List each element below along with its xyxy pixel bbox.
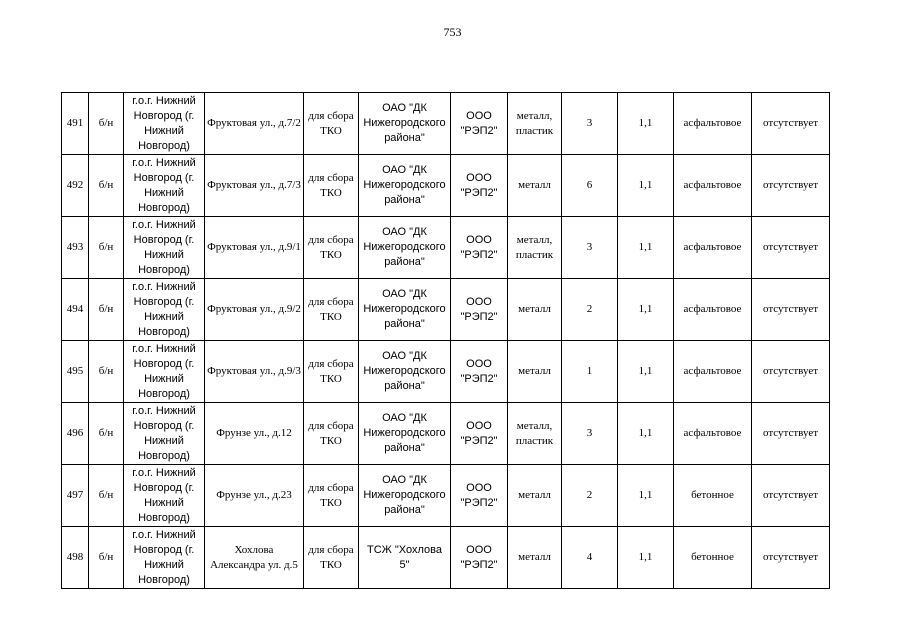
material-cell: металл — [508, 155, 562, 217]
owner-cell: ОАО "ДК Нижегородского района" — [359, 465, 451, 527]
no-number-cell: б/н — [89, 403, 124, 465]
container-volume-cell: 1,1 — [618, 93, 674, 155]
no-number-cell: б/н — [89, 465, 124, 527]
row-number-cell: 493 — [62, 217, 89, 279]
page-number: 753 — [443, 25, 462, 39]
no-number-cell: б/н — [89, 217, 124, 279]
owner-cell: ОАО "ДК Нижегородского района" — [359, 93, 451, 155]
table-row — [62, 93, 830, 155]
address-cell: Фрунзе ул., д.23 — [205, 465, 304, 527]
fence-cell: отсутствует — [752, 527, 830, 589]
address-cell: Фруктовая ул., д.9/1 — [205, 217, 304, 279]
table-body — [62, 93, 830, 589]
container-count-cell: 3 — [562, 403, 618, 465]
address-cell: Фруктовая ул., д.9/2 — [205, 279, 304, 341]
owner-cell: ОАО "ДК Нижегородского района" — [359, 341, 451, 403]
fence-cell: отсутствует — [752, 93, 830, 155]
fence-cell: отсутствует — [752, 155, 830, 217]
container-count-cell: 4 — [562, 527, 618, 589]
owner-cell: ТСЖ "Хохлова 5" — [359, 527, 451, 589]
surface-cell: асфальтовое — [674, 403, 752, 465]
fence-cell: отсутствует — [752, 403, 830, 465]
container-count-cell: 6 — [562, 155, 618, 217]
purpose-cell: для сбора ТКО — [304, 217, 359, 279]
material-cell: металл, пластик — [508, 403, 562, 465]
container-volume-cell: 1,1 — [618, 217, 674, 279]
settlement-cell: г.о.г. Нижний Новгород (г. Нижний Новгород) — [124, 155, 205, 217]
container-volume-cell: 1,1 — [618, 341, 674, 403]
no-number-cell: б/н — [89, 93, 124, 155]
operator-cell: ООО "РЭП2" — [451, 465, 508, 527]
no-number-cell: б/н — [89, 527, 124, 589]
owner-cell: ОАО "ДК Нижегородского района" — [359, 155, 451, 217]
table-row — [62, 527, 830, 589]
settlement-cell: г.о.г. Нижний Новгород (г. Нижний Новгород) — [124, 279, 205, 341]
container-count-cell: 3 — [562, 93, 618, 155]
material-cell: металл — [508, 527, 562, 589]
owner-cell: ОАО "ДК Нижегородского района" — [359, 217, 451, 279]
settlement-cell: г.о.г. Нижний Новгород (г. Нижний Новгород) — [124, 403, 205, 465]
row-number-cell: 491 — [62, 93, 89, 155]
purpose-cell: для сбора ТКО — [304, 465, 359, 527]
purpose-cell: для сбора ТКО — [304, 527, 359, 589]
purpose-cell: для сбора ТКО — [304, 403, 359, 465]
surface-cell: асфальтовое — [674, 155, 752, 217]
settlement-cell: г.о.г. Нижний Новгород (г. Нижний Новгород) — [124, 93, 205, 155]
no-number-cell: б/н — [89, 155, 124, 217]
surface-cell: асфальтовое — [674, 217, 752, 279]
settlement-cell: г.о.г. Нижний Новгород (г. Нижний Новгород) — [124, 527, 205, 589]
table-row — [62, 279, 830, 341]
surface-cell: асфальтовое — [674, 93, 752, 155]
material-cell: металл, пластик — [508, 217, 562, 279]
address-cell: Фруктовая ул., д.9/3 — [205, 341, 304, 403]
operator-cell: ООО "РЭП2" — [451, 279, 508, 341]
material-cell: металл — [508, 279, 562, 341]
row-number-cell: 495 — [62, 341, 89, 403]
container-count-cell: 1 — [562, 341, 618, 403]
material-cell: металл, пластик — [508, 93, 562, 155]
container-count-cell: 2 — [562, 279, 618, 341]
row-number-cell: 496 — [62, 403, 89, 465]
table-row — [62, 217, 830, 279]
container-volume-cell: 1,1 — [618, 403, 674, 465]
operator-cell: ООО "РЭП2" — [451, 527, 508, 589]
surface-cell: бетонное — [674, 527, 752, 589]
surface-cell: асфальтовое — [674, 341, 752, 403]
address-cell: Фрунзе ул., д.12 — [205, 403, 304, 465]
table-row — [62, 341, 830, 403]
settlement-cell: г.о.г. Нижний Новгород (г. Нижний Новгород) — [124, 465, 205, 527]
address-cell: Фруктовая ул., д.7/3 — [205, 155, 304, 217]
purpose-cell: для сбора ТКО — [304, 155, 359, 217]
fence-cell: отсутствует — [752, 465, 830, 527]
container-volume-cell: 1,1 — [618, 279, 674, 341]
address-cell: Хохлова Александра ул. д.5 — [205, 527, 304, 589]
sites-table — [61, 92, 830, 589]
operator-cell: ООО "РЭП2" — [451, 155, 508, 217]
surface-cell: асфальтовое — [674, 279, 752, 341]
container-count-cell: 3 — [562, 217, 618, 279]
table-row — [62, 465, 830, 527]
row-number-cell: 494 — [62, 279, 89, 341]
settlement-cell: г.о.г. Нижний Новгород (г. Нижний Новгород) — [124, 341, 205, 403]
row-number-cell: 497 — [62, 465, 89, 527]
purpose-cell: для сбора ТКО — [304, 279, 359, 341]
settlement-cell: г.о.г. Нижний Новгород (г. Нижний Новгород) — [124, 217, 205, 279]
operator-cell: ООО "РЭП2" — [451, 341, 508, 403]
fence-cell: отсутствует — [752, 279, 830, 341]
table-row — [62, 403, 830, 465]
address-cell: Фруктовая ул., д.7/2 — [205, 93, 304, 155]
purpose-cell: для сбора ТКО — [304, 341, 359, 403]
purpose-cell: для сбора ТКО — [304, 93, 359, 155]
container-volume-cell: 1,1 — [618, 465, 674, 527]
table-row — [62, 155, 830, 217]
material-cell: металл — [508, 341, 562, 403]
container-volume-cell: 1,1 — [618, 527, 674, 589]
operator-cell: ООО "РЭП2" — [451, 217, 508, 279]
no-number-cell: б/н — [89, 279, 124, 341]
owner-cell: ОАО "ДК Нижегородского района" — [359, 403, 451, 465]
owner-cell: ОАО "ДК Нижегородского района" — [359, 279, 451, 341]
operator-cell: ООО "РЭП2" — [451, 93, 508, 155]
material-cell: металл — [508, 465, 562, 527]
fence-cell: отсутствует — [752, 217, 830, 279]
surface-cell: бетонное — [674, 465, 752, 527]
no-number-cell: б/н — [89, 341, 124, 403]
container-count-cell: 2 — [562, 465, 618, 527]
operator-cell: ООО "РЭП2" — [451, 403, 508, 465]
fence-cell: отсутствует — [752, 341, 830, 403]
row-number-cell: 492 — [62, 155, 89, 217]
container-volume-cell: 1,1 — [618, 155, 674, 217]
row-number-cell: 498 — [62, 527, 89, 589]
